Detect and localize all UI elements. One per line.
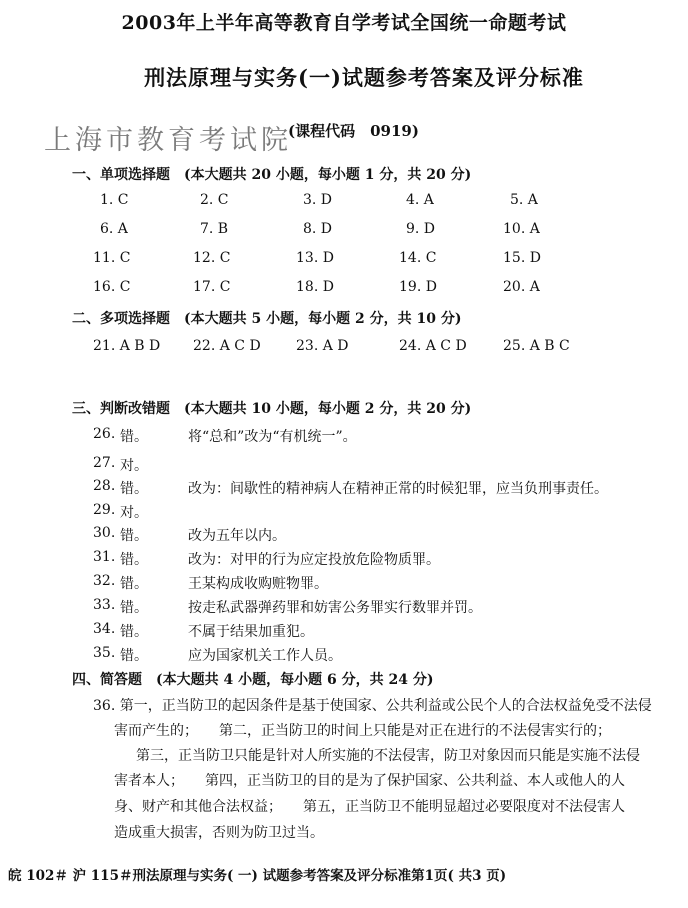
answer-item: 7. B [200,221,229,237]
item-verdict: 错。 [120,552,148,568]
item-number: 34. [93,621,116,637]
answer-item: 17. C [193,279,231,295]
item-verdict: 错。 [120,481,148,497]
answer-item: 1. C [100,192,129,208]
item-number: 27. [93,455,116,471]
item-number: 31. [93,549,116,565]
answer-text-line: 36. 第一，正当防卫的起因条件是基于使国家、公共利益或公民个人的合法权益免受不法侵 [93,698,652,714]
item-verdict: 错。 [120,600,148,616]
item-correction: 按走私武器弹药罪和妨害公务罪实行数罪并罚。 [188,600,482,616]
answer-item: 18. D [296,279,334,295]
page-footer: 皖 102＃ 沪 115＃刑法原理与实务( 一) 试题参考答案及评分标准第1页( 共3 页) [8,868,507,884]
answer-text-line: 身、财产和其他合法权益； 第五，正当防卫不能明显超过必要限度对不法侵害人 [114,799,625,815]
answer-item: 10. A [503,221,540,237]
item-number: 32. [93,573,116,589]
answer-item: 22. A C D [193,338,261,354]
answer-item: 2. C [200,192,229,208]
item-verdict: 错。 [120,576,148,592]
item-correction: 应为国家机关工作人员。 [188,648,342,664]
item-verdict: 错。 [120,648,148,664]
item-number: 26. [93,426,116,442]
answer-item: 15. D [503,250,541,266]
answer-item: 21. A B D [93,338,161,354]
answer-item: 16. C [93,279,131,295]
issuer-stamp-text: 上海市教育考试院 [44,125,292,156]
item-number: 28. [93,478,116,494]
item-correction: 改为：间歇性的精神病人在精神正常的时候犯罪，应当负刑事责任。 [188,481,608,497]
item-number: 30. [93,525,116,541]
item-verdict: 错。 [120,429,148,445]
answer-item: 25. A B C [503,338,570,354]
section1-heading: 一、单项选择题 (本大题共 20 小题，每小题 1 分，共 20 分) [72,167,472,183]
answer-text-line: 害而产生的； 第二，正当防卫的时间上只能是对正在进行的不法侵害实行的； [114,723,611,739]
section4-heading: 四、简答题 (本大题共 4 小题，每小题 6 分，共 24 分) [72,672,434,688]
answer-text-line: 造成重大损害，否则为防卫过当。 [114,825,324,841]
document-title: 刑法原理与实务(一)试题参考答案及评分标准 [144,65,584,90]
answer-item: 12. C [193,250,231,266]
exam-title: 2003年上半年高等教育自学考试全国统一命题考试 [121,12,567,34]
answer-item: 14. C [399,250,437,266]
section3-heading: 三、判断改错题 (本大题共 10 小题，每小题 2 分，共 20 分) [72,401,472,417]
answer-item: 3. D [303,192,333,208]
answer-item: 11. C [93,250,131,266]
item-verdict: 错。 [120,528,148,544]
answer-text-line: 害者本人； 第四，正当防卫的目的是为了保护国家、公共利益、本人或他人的人 [114,773,625,789]
answer-item: 5. A [510,192,538,208]
item-number: 35. [93,645,116,661]
answer-item: 13. D [296,250,334,266]
answer-item: 8. D [303,221,333,237]
answer-item: 6. A [100,221,128,237]
section2-heading: 二、多项选择题 (本大题共 5 小题，每小题 2 分，共 10 分) [72,311,462,327]
item-number: 33. [93,597,116,613]
item-number: 29. [93,502,116,518]
answer-item: 9. D [406,221,436,237]
answer-item: 24. A C D [399,338,467,354]
item-correction: 王某构成收购赃物罪。 [188,576,328,592]
item-correction: 改为：对甲的行为应定投放危险物质罪。 [188,552,440,568]
item-correction: 不属于结果加重犯。 [188,624,314,640]
answer-text-line: 第三，正当防卫只能是针对人所实施的不法侵害，防卫对象因而只能是实施不法侵 [136,748,640,764]
answer-item: 23. A D [296,338,349,354]
course-code: (课程代码 0919) [288,122,419,140]
item-correction: 改为五年以内。 [188,528,286,544]
item-correction: 将“总和”改为“有机统一”。 [188,429,357,445]
answer-item: 19. D [399,279,437,295]
answer-item: 20. A [503,279,540,295]
item-verdict: 错。 [120,624,148,640]
answer-item: 4. A [406,192,434,208]
item-verdict: 对。 [120,505,148,521]
item-verdict: 对。 [120,458,148,474]
